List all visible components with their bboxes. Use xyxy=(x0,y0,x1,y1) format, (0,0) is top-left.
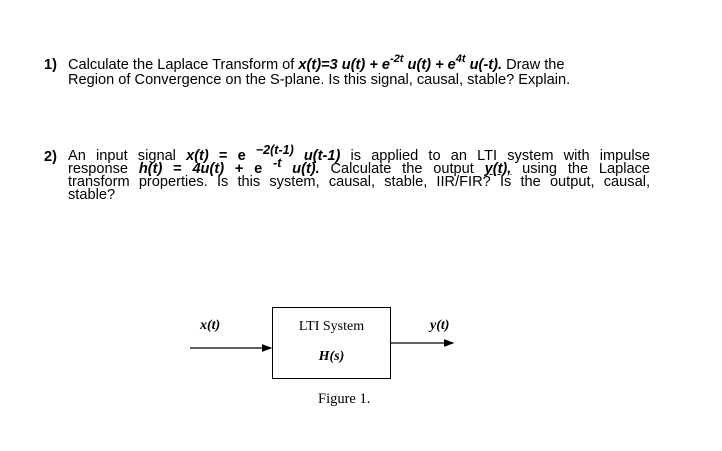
question-2-line-1: An input signal x(t) = e $^{-2(t-1)}$ u(t-1) is applied to an LTI system with impulse xyxy=(68,143,651,164)
question-1-line-2: Region of Convergence on the S-plane. Is this signal, causal, stable? Explain. xyxy=(68,72,571,88)
question-2-line-4: stable? xyxy=(68,187,116,203)
signal-expression: x(t)=3 $u(t) + e^{-2t}$ $u(t) + e^{4t}$ u(-t). xyxy=(298,53,503,73)
question-2-number: 2) xyxy=(44,149,57,165)
question-1-line-1: Calculate the Laplace Transform of x(t)=3 $u(t) + e^{-2t}$ $u(t) + e^{4t}$ u(-t). Draw the xyxy=(68,53,565,73)
question-1-number: 1) xyxy=(44,57,57,73)
lti-system-title: LTI System xyxy=(298,319,365,334)
figure-caption: Figure 1. xyxy=(318,391,371,407)
question-2-line-3: transform properties. Is this system, causal, stable, IIR/FIR? Is the output, causal, xyxy=(68,174,650,190)
output-signal-label: y(t) xyxy=(430,318,450,333)
question-2-line-2: response h(t) = 4u(t) + e $^{-t}$ u(t). Calculate the output y(t), using the Laplace xyxy=(68,156,651,177)
transfer-function-label: H(s) xyxy=(318,349,345,364)
lti-system-block xyxy=(272,307,391,379)
input-signal-label: x(t) xyxy=(200,318,221,333)
